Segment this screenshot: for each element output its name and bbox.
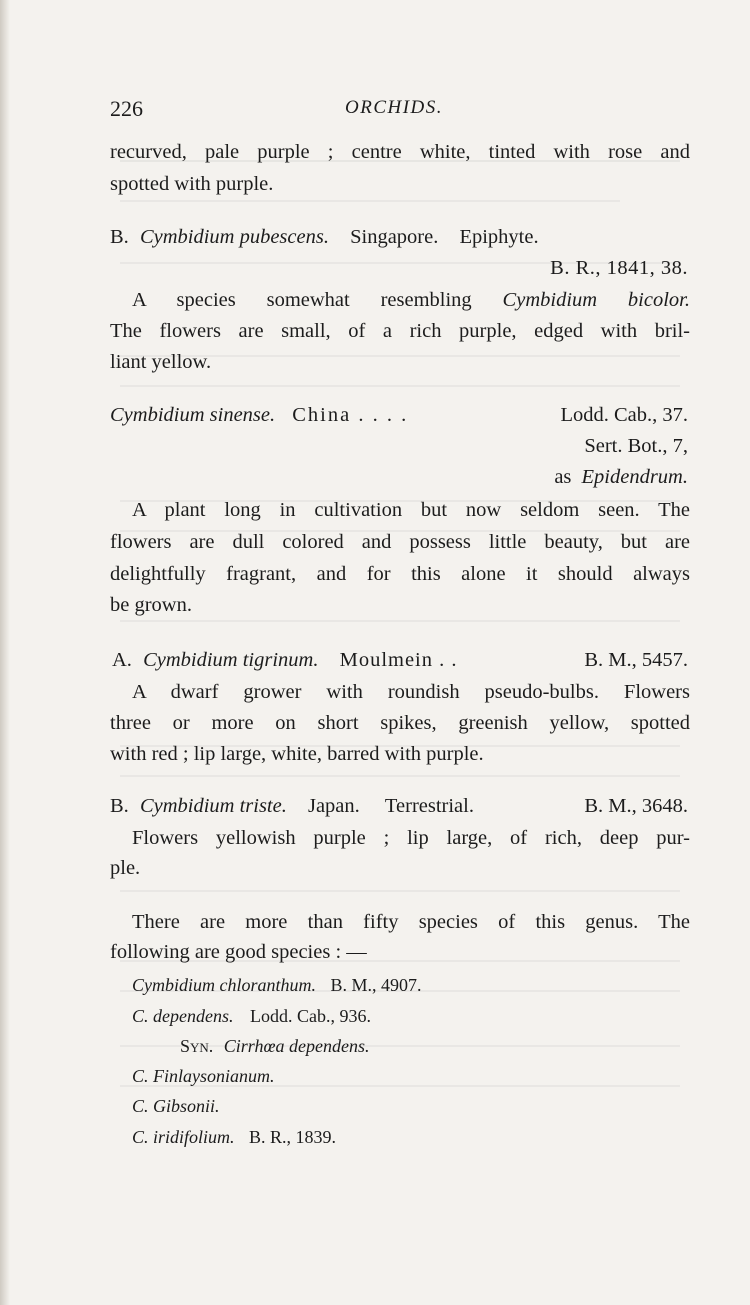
body-line: There are more than fifty species of this genus. The [132, 911, 690, 933]
body-line: liant yellow. [110, 351, 212, 373]
text-run: as [554, 466, 572, 488]
running-title: ORCHIDS. [345, 97, 444, 118]
entry-marker: B. [110, 795, 129, 817]
species-heading-pubescens [110, 227, 539, 248]
reference [554, 467, 688, 488]
page-number: 226 [110, 96, 143, 121]
habit: Terrestrial. [384, 795, 474, 817]
body-line: flowers are dull colored and possess little beauty, but are [110, 531, 690, 553]
body-line: The flowers are small, of a rich purple, edged with bril- [110, 320, 690, 342]
body-line: recurved, pale purple ; centre white, tinted with rose and [110, 141, 690, 163]
page-edge-shadow [0, 0, 10, 1305]
reference: B. R., 1841, 38. [550, 257, 688, 279]
species-name: C. Gibsonii. [132, 1096, 220, 1116]
text-run: A species somewhat resembling [132, 289, 472, 311]
habit: Epiphyte. [459, 226, 539, 248]
synonym-label: Syn. [180, 1036, 214, 1056]
body-line [132, 290, 690, 311]
reference: Lodd. Cab., 936. [249, 1006, 371, 1026]
locality: China . . . . [292, 404, 409, 426]
species-name: Cymbidium tigrinum. [143, 649, 319, 671]
species-name: C. iridifolium. [132, 1127, 235, 1147]
species-list-item [132, 1067, 275, 1085]
species-list-item [132, 1128, 336, 1146]
reference: Sert. Bot., 7, [584, 435, 688, 457]
body-line: delightfully fragrant, and for this alone it should always [110, 563, 690, 585]
body-line: ple. [110, 857, 141, 879]
body-line: be grown. [110, 594, 192, 616]
body-line: with red ; lip large, white, barred with purple. [110, 743, 484, 765]
body-line: following are good species : — [110, 941, 367, 963]
entry-marker: A. [112, 649, 132, 671]
entry-marker: B. [110, 226, 129, 248]
reference: B. M., 4907. [330, 975, 422, 995]
species-name: Cymbidium triste. [139, 795, 287, 817]
reference: B. M., 3648. [584, 795, 688, 817]
species-name: Cymbidium bicolor. [502, 289, 691, 311]
body-line: A dwarf grower with roundish pseudo-bulbs. Flowers [132, 681, 690, 703]
species-name: C. Finlaysonianum. [132, 1066, 275, 1086]
locality: Japan. [307, 795, 360, 817]
body-line: spotted with purple. [110, 173, 274, 195]
locality: Singapore. [350, 226, 439, 248]
species-name: Cymbidium sinense. [110, 404, 276, 426]
reference: B. R., 1839. [249, 1127, 337, 1147]
locality: Moulmein . . [339, 649, 458, 671]
reference: B. M., 5457. [584, 649, 688, 671]
species-name: Cymbidium pubescens. [139, 226, 329, 248]
species-list-item [132, 1007, 371, 1025]
reference: Lodd. Cab., 37. [560, 404, 688, 426]
body-line: Flowers yellowish purple ; lip large, of rich, deep pur- [132, 827, 690, 849]
body-line: A plant long in cultivation but now seldom seen. The [132, 499, 690, 521]
species-list-item [132, 1097, 220, 1115]
species-heading-tigrinum [112, 650, 458, 671]
species-name: Cirrhœa dependens. [223, 1036, 370, 1056]
species-list-item [132, 976, 422, 994]
species-name: Cymbidium chloranthum. [132, 975, 316, 995]
species-name: Epidendrum. [581, 466, 688, 488]
species-heading-triste [110, 796, 474, 817]
species-heading-sinense [110, 405, 408, 426]
body-line: three or more on short spikes, greenish yellow, spotted [110, 712, 690, 734]
species-name: C. dependens. [132, 1006, 234, 1026]
synonym-line [180, 1037, 369, 1055]
